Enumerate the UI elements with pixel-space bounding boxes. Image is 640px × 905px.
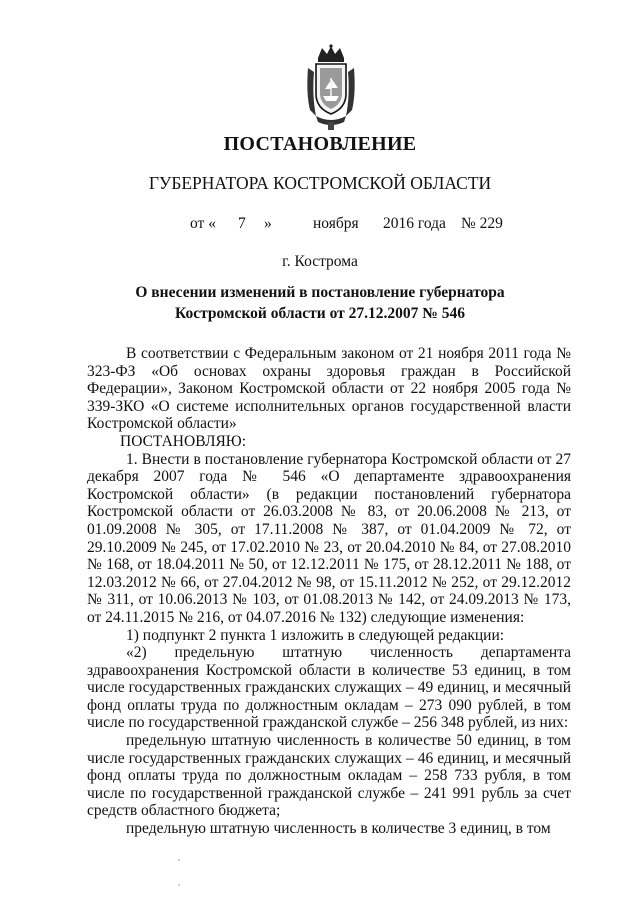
document-body xyxy=(87,345,571,838)
document-heading xyxy=(0,282,640,324)
issuer-title: ГУБЕРНАТОРА КОСТРОМСКОЙ ОБЛАСТИ xyxy=(148,173,492,193)
paragraph: предельную штатную численность в количестве 3 единиц, в том xyxy=(126,820,551,838)
paragraph: 1) подпункт 2 пункта 1 изложить в следующей редакции: xyxy=(126,626,505,644)
date-prefix: от « xyxy=(190,215,216,232)
paragraph: «2) предельную штатную численность департамента здравоохранения Костромской области в количестве 53 единиц, в том числе государственных гражданских служащих – 49 единиц, и месячный фонд оплаты труда по должностным окладам – 273 090 рублей, в том числе по государственной гражданской службе – 256 348 рублей, из них: xyxy=(87,644,571,732)
paragraph: предельную штатную численность в количестве 50 единиц, в том числе государственных гражданских служащих – 46 единиц, и месячный фонд оплаты труда по должностным окладам – 258 733 рубля, в том числе по государственной гражданской службе – 241 991 рубль за счет средств областного бюджета; xyxy=(87,732,571,820)
date-line xyxy=(0,215,640,237)
document-heading-line: О внесении изменений в постановление губернатора xyxy=(135,284,505,301)
decree-number: № 229 xyxy=(461,215,503,232)
date-quote: » xyxy=(264,215,272,232)
document-heading-line: Костромской области от 27.12.2007 № 546 xyxy=(175,305,465,322)
date-day: 7 xyxy=(238,215,246,232)
city: г. Кострома xyxy=(282,253,358,270)
scan-specks xyxy=(176,858,184,888)
decree-title: ПОСТАНОВЛЕНИЕ xyxy=(223,133,417,155)
paragraph: 1. Внести в постановление губернатора Костромской области от 27 декабря 2007 года № 546 «О департаменте здравоохранения Костромской области» (в редакции постановлений губернатора Костромской области от 26.03.2008 № 83, от 20.06.2008 № 213, от 01.09.2008 № 305, от 17.11.2008 № 387, от 01.04.2009 № 72, от 29.10.2009 № 245, от 17.02.2010 № 23, от 20.04.2010 № 84, от 27.08.2010 № 168, от 18.04.2011 № 50, от 12.12.2011 № 175, от 28.12.2011 № 188, от 12.03.2012 № 66, от 27.04.2012 № 98, от 15.11.2012 № 252, от 29.12.2012 № 311, от 10.06.2013 № 103, от 01.08.2013 № 142, от 24.09.2013 № 173, от 24.11.2015 № 216, от 04.07.2016 № 132) следующие изменения: xyxy=(87,450,571,626)
paragraph: ПОСТАНОВЛЯЮ: xyxy=(120,432,247,450)
coat-of-arms-icon xyxy=(296,44,366,134)
date-year: 2016 года xyxy=(383,215,446,232)
date-month: ноября xyxy=(313,215,359,232)
paragraph: В соответствии с Федеральным законом от 21 ноября 2011 года № 323-ФЗ «Об основах охраны здоровья граждан в Российской Федерации», Законом Костромской области от 22 ноября 2005 года № 339-ЗКО «О системе исполнительных органов государственной власти Костромской области» xyxy=(87,345,571,433)
